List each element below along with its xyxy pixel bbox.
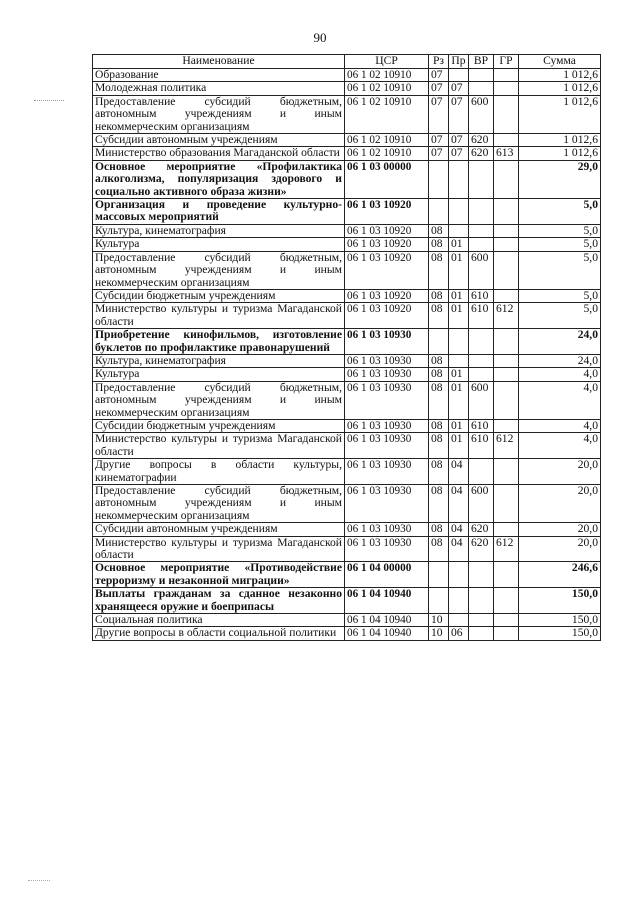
- table-body: [93, 69, 601, 641]
- table-row: [93, 485, 601, 523]
- table-row: [93, 433, 601, 459]
- cell-vr: [469, 588, 494, 614]
- cell-pr: 01: [449, 251, 469, 289]
- cell-vr: [469, 69, 494, 82]
- cell-name: Министерство культуры и туризма Магаданской области: [93, 433, 345, 459]
- cell-name: Культура: [93, 368, 345, 381]
- table-row: [93, 160, 601, 198]
- cell-name: Приобретение кинофильмов, изготовление буклетов по профилактике правонарушений: [93, 329, 345, 355]
- cell-sum: 246,6: [519, 562, 601, 588]
- budget-table: [92, 54, 601, 641]
- cell-sum: 20,0: [519, 485, 601, 523]
- cell-sum: 29,0: [519, 160, 601, 198]
- cell-rz: 07: [429, 69, 449, 82]
- table-row: [93, 329, 601, 355]
- cell-gr: [494, 523, 519, 536]
- table-row: [93, 562, 601, 588]
- cell-csr: 06 1 04 00000: [345, 562, 429, 588]
- table-row: [93, 588, 601, 614]
- cell-rz: 08: [429, 289, 449, 302]
- cell-csr: 06 1 03 10920: [345, 199, 429, 225]
- scan-artifact: [34, 100, 64, 102]
- cell-rz: [429, 329, 449, 355]
- table-row: [93, 289, 601, 302]
- cell-sum: 20,0: [519, 523, 601, 536]
- cell-vr: [469, 562, 494, 588]
- header-csr: ЦСР: [345, 55, 429, 69]
- page-number: 90: [313, 30, 327, 45]
- cell-gr: [494, 289, 519, 302]
- cell-rz: 07: [429, 134, 449, 147]
- cell-csr: 06 1 02 10910: [345, 95, 429, 133]
- cell-pr: 01: [449, 368, 469, 381]
- table-header-row: [93, 55, 601, 69]
- cell-csr: 06 1 03 10920: [345, 289, 429, 302]
- cell-sum: 24,0: [519, 329, 601, 355]
- cell-sum: 1 012,6: [519, 95, 601, 133]
- cell-pr: 01: [449, 303, 469, 329]
- cell-vr: [469, 627, 494, 640]
- cell-name: Организация и проведение культурно-массовых мероприятий: [93, 199, 345, 225]
- cell-sum: 1 012,6: [519, 69, 601, 82]
- cell-gr: [494, 329, 519, 355]
- cell-gr: [494, 368, 519, 381]
- cell-vr: 610: [469, 433, 494, 459]
- cell-vr: [469, 82, 494, 95]
- cell-vr: 620: [469, 147, 494, 160]
- cell-sum: 150,0: [519, 588, 601, 614]
- cell-name: Другие вопросы в области социальной политики: [93, 627, 345, 640]
- cell-vr: 600: [469, 485, 494, 523]
- cell-vr: [469, 368, 494, 381]
- cell-name: Предоставление субсидий бюджетным, автономным учреждениям и иным некоммерческим организациям: [93, 95, 345, 133]
- cell-rz: [429, 199, 449, 225]
- cell-name: Культура: [93, 238, 345, 251]
- cell-gr: 613: [494, 147, 519, 160]
- cell-vr: [469, 329, 494, 355]
- cell-rz: 08: [429, 303, 449, 329]
- cell-rz: 08: [429, 433, 449, 459]
- table-row: [93, 199, 601, 225]
- cell-rz: 07: [429, 147, 449, 160]
- cell-csr: 06 1 02 10910: [345, 134, 429, 147]
- cell-name: Министерство образования Магаданской области: [93, 147, 345, 160]
- cell-csr: 06 1 03 10930: [345, 368, 429, 381]
- header-name: Наименование: [93, 55, 345, 69]
- cell-csr: 06 1 03 00000: [345, 160, 429, 198]
- cell-pr: 07: [449, 134, 469, 147]
- cell-csr: 06 1 02 10910: [345, 147, 429, 160]
- cell-name: Образование: [93, 69, 345, 82]
- cell-pr: 01: [449, 289, 469, 302]
- cell-sum: 150,0: [519, 627, 601, 640]
- cell-pr: [449, 562, 469, 588]
- header-vr: ВР: [469, 55, 494, 69]
- cell-csr: 06 1 03 10930: [345, 329, 429, 355]
- cell-csr: 06 1 03 10920: [345, 224, 429, 237]
- cell-vr: 610: [469, 289, 494, 302]
- cell-name: Основное мероприятие «Профилактика алкоголизма, популяризация здорового и социально активного образа жизни»: [93, 160, 345, 198]
- cell-name: Субсидии бюджетным учреждениям: [93, 289, 345, 302]
- cell-gr: [494, 459, 519, 485]
- cell-sum: 5,0: [519, 238, 601, 251]
- cell-sum: 5,0: [519, 303, 601, 329]
- cell-gr: [494, 82, 519, 95]
- cell-rz: 08: [429, 459, 449, 485]
- cell-sum: 24,0: [519, 354, 601, 367]
- cell-rz: 10: [429, 627, 449, 640]
- header-rz: Рз: [429, 55, 449, 69]
- cell-pr: [449, 354, 469, 367]
- cell-csr: 06 1 03 10920: [345, 251, 429, 289]
- cell-vr: 620: [469, 523, 494, 536]
- cell-name: Культура, кинематография: [93, 224, 345, 237]
- cell-rz: 08: [429, 224, 449, 237]
- table-row: [93, 134, 601, 147]
- cell-rz: 07: [429, 95, 449, 133]
- cell-sum: 5,0: [519, 251, 601, 289]
- table-row: [93, 238, 601, 251]
- cell-pr: 04: [449, 523, 469, 536]
- cell-sum: 4,0: [519, 368, 601, 381]
- cell-pr: [449, 160, 469, 198]
- cell-csr: 06 1 03 10920: [345, 238, 429, 251]
- cell-csr: 06 1 03 10930: [345, 459, 429, 485]
- cell-csr: 06 1 02 10910: [345, 69, 429, 82]
- cell-pr: 01: [449, 419, 469, 432]
- cell-gr: [494, 588, 519, 614]
- table-row: [93, 354, 601, 367]
- cell-sum: 1 012,6: [519, 147, 601, 160]
- table-row: [93, 419, 601, 432]
- table-row: [93, 251, 601, 289]
- cell-pr: 04: [449, 459, 469, 485]
- cell-csr: 06 1 04 10940: [345, 627, 429, 640]
- cell-gr: [494, 224, 519, 237]
- cell-gr: [494, 381, 519, 419]
- cell-rz: [429, 160, 449, 198]
- cell-name: Социальная политика: [93, 614, 345, 627]
- table-row: [93, 147, 601, 160]
- cell-gr: 612: [494, 433, 519, 459]
- cell-pr: [449, 224, 469, 237]
- cell-gr: [494, 160, 519, 198]
- cell-vr: 600: [469, 251, 494, 289]
- cell-name: Молодежная политика: [93, 82, 345, 95]
- cell-pr: 01: [449, 433, 469, 459]
- cell-name: Министерство культуры и туризма Магаданской области: [93, 303, 345, 329]
- cell-pr: [449, 588, 469, 614]
- cell-name: Предоставление субсидий бюджетным, автономным учреждениям и иным некоммерческим организациям: [93, 251, 345, 289]
- table-row: [93, 536, 601, 562]
- cell-csr: 06 1 03 10930: [345, 419, 429, 432]
- cell-sum: 5,0: [519, 199, 601, 225]
- cell-rz: 08: [429, 368, 449, 381]
- cell-csr: 06 1 03 10930: [345, 536, 429, 562]
- cell-sum: 1 012,6: [519, 134, 601, 147]
- table-row: [93, 614, 601, 627]
- cell-gr: [494, 134, 519, 147]
- cell-gr: [494, 251, 519, 289]
- table-row: [93, 381, 601, 419]
- cell-pr: [449, 199, 469, 225]
- cell-gr: [494, 199, 519, 225]
- cell-pr: 01: [449, 381, 469, 419]
- cell-csr: 06 1 03 10930: [345, 485, 429, 523]
- cell-sum: 4,0: [519, 433, 601, 459]
- cell-pr: [449, 614, 469, 627]
- cell-gr: 612: [494, 303, 519, 329]
- cell-pr: 04: [449, 485, 469, 523]
- cell-pr: 06: [449, 627, 469, 640]
- header-sum: Сумма: [519, 55, 601, 69]
- cell-vr: 610: [469, 303, 494, 329]
- scan-artifact: [28, 880, 50, 882]
- cell-vr: [469, 354, 494, 367]
- table-row: [93, 224, 601, 237]
- table-row: [93, 627, 601, 640]
- cell-rz: [429, 562, 449, 588]
- cell-rz: 08: [429, 523, 449, 536]
- cell-name: Предоставление субсидий бюджетным, автономным учреждениям и иным некоммерческим организациям: [93, 381, 345, 419]
- cell-csr: 06 1 03 10930: [345, 523, 429, 536]
- cell-csr: 06 1 04 10940: [345, 588, 429, 614]
- cell-name: Культура, кинематография: [93, 354, 345, 367]
- cell-gr: [494, 562, 519, 588]
- cell-csr: 06 1 04 10940: [345, 614, 429, 627]
- cell-sum: 1 012,6: [519, 82, 601, 95]
- cell-name: Министерство культуры и туризма Магаданской области: [93, 536, 345, 562]
- cell-rz: 08: [429, 238, 449, 251]
- cell-name: Субсидии автономным учреждениям: [93, 134, 345, 147]
- cell-pr: 07: [449, 147, 469, 160]
- cell-sum: 4,0: [519, 381, 601, 419]
- header-pr: Пр: [449, 55, 469, 69]
- cell-vr: 600: [469, 381, 494, 419]
- cell-sum: 20,0: [519, 536, 601, 562]
- cell-sum: 5,0: [519, 289, 601, 302]
- cell-name: Субсидии автономным учреждениям: [93, 523, 345, 536]
- cell-vr: [469, 160, 494, 198]
- cell-pr: 01: [449, 238, 469, 251]
- cell-rz: 08: [429, 251, 449, 289]
- cell-vr: 620: [469, 536, 494, 562]
- cell-pr: [449, 329, 469, 355]
- table-row: [93, 459, 601, 485]
- cell-sum: 150,0: [519, 614, 601, 627]
- cell-rz: 08: [429, 485, 449, 523]
- cell-vr: [469, 614, 494, 627]
- cell-vr: 620: [469, 134, 494, 147]
- table-row: [93, 368, 601, 381]
- cell-gr: [494, 354, 519, 367]
- table-row: [93, 69, 601, 82]
- cell-pr: 07: [449, 95, 469, 133]
- cell-pr: 04: [449, 536, 469, 562]
- cell-csr: 06 1 02 10910: [345, 82, 429, 95]
- cell-gr: [494, 614, 519, 627]
- cell-gr: [494, 419, 519, 432]
- cell-gr: [494, 69, 519, 82]
- cell-pr: 07: [449, 82, 469, 95]
- header-gr: ГР: [494, 55, 519, 69]
- cell-rz: 10: [429, 614, 449, 627]
- cell-rz: 08: [429, 381, 449, 419]
- cell-name: Основное мероприятие «Противодействие терроризму и незаконной миграции»: [93, 562, 345, 588]
- cell-csr: 06 1 03 10920: [345, 303, 429, 329]
- cell-gr: [494, 627, 519, 640]
- cell-rz: 08: [429, 354, 449, 367]
- cell-rz: [429, 588, 449, 614]
- cell-csr: 06 1 03 10930: [345, 433, 429, 459]
- cell-name: Субсидии бюджетным учреждениям: [93, 419, 345, 432]
- cell-name: Предоставление субсидий бюджетным, автономным учреждениям и иным некоммерческим организациям: [93, 485, 345, 523]
- cell-rz: 07: [429, 82, 449, 95]
- table-row: [93, 303, 601, 329]
- cell-csr: 06 1 03 10930: [345, 354, 429, 367]
- cell-gr: [494, 238, 519, 251]
- table-row: [93, 523, 601, 536]
- cell-rz: 08: [429, 419, 449, 432]
- cell-sum: 4,0: [519, 419, 601, 432]
- table-row: [93, 82, 601, 95]
- cell-sum: 20,0: [519, 459, 601, 485]
- cell-rz: 08: [429, 536, 449, 562]
- cell-vr: 600: [469, 95, 494, 133]
- cell-gr: [494, 485, 519, 523]
- cell-pr: [449, 69, 469, 82]
- cell-csr: 06 1 03 10930: [345, 381, 429, 419]
- cell-sum: 5,0: [519, 224, 601, 237]
- cell-vr: [469, 238, 494, 251]
- cell-name: Выплаты гражданам за сданное незаконно хранящееся оружие и боеприпасы: [93, 588, 345, 614]
- cell-vr: [469, 224, 494, 237]
- cell-name: Другие вопросы в области культуры, кинематографии: [93, 459, 345, 485]
- cell-gr: 612: [494, 536, 519, 562]
- cell-vr: 610: [469, 419, 494, 432]
- cell-gr: [494, 95, 519, 133]
- table-row: [93, 95, 601, 133]
- cell-vr: [469, 199, 494, 225]
- cell-vr: [469, 459, 494, 485]
